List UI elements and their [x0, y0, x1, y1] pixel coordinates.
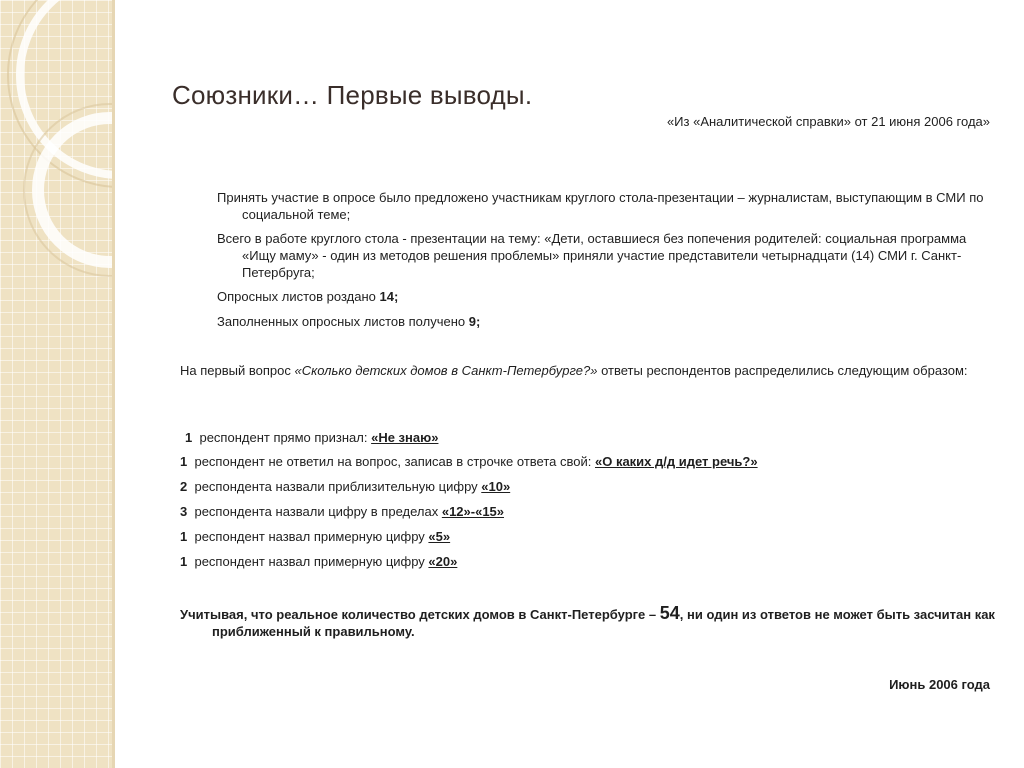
answer-value: «10» — [481, 479, 511, 494]
answer-text: респондента назвали приблизительную цифру — [194, 479, 482, 494]
question-prefix: На первый вопрос — [180, 363, 295, 378]
intro-text: Всего в работе круглого стола - презентации на тему: «Дети, оставшиеся без попечения родителей: социальная программа «Ищу маму» - один из методов решения проблемы» приняли участие представители четырнадцати (14) СМИ г. Санкт-Петербруга; — [217, 231, 967, 280]
answer-text: респондент назвал примерную цифру — [194, 529, 429, 544]
answer-text: респондент назвал примерную цифру — [194, 554, 429, 569]
answer-text: респондент прямо признал: — [199, 430, 372, 445]
answer-count: 1 — [180, 454, 188, 469]
conclusion-number: 54 — [659, 603, 680, 623]
answer-value: «О каких д/д идет речь?» — [594, 454, 758, 469]
panel-divider — [112, 0, 115, 768]
intro-item-4 — [217, 313, 480, 330]
intro-item-1 — [217, 189, 1017, 223]
intro-value: 9; — [468, 314, 481, 329]
question-paragraph — [180, 362, 1012, 379]
conclusion-suffix: , ни один из ответов не может быть засчитан как приближенный к правильному. — [212, 607, 995, 639]
answer-row — [180, 528, 450, 545]
answer-row — [180, 503, 504, 520]
answer-value: «20» — [428, 554, 458, 569]
answer-row — [185, 429, 438, 446]
answer-row — [180, 478, 510, 495]
answer-count: 2 — [180, 479, 188, 494]
answer-value: «Не знаю» — [371, 430, 439, 445]
answer-text: респондента назвали цифру в пределах — [194, 504, 442, 519]
answer-value: «12»-«15» — [441, 504, 505, 519]
decorative-side-panel — [0, 0, 112, 768]
answer-count: 3 — [180, 504, 188, 519]
answer-count: 1 — [180, 554, 188, 569]
answer-row — [180, 553, 457, 570]
answer-count: 1 — [180, 529, 188, 544]
intro-item-3 — [217, 288, 398, 305]
conclusion-prefix: Учитывая, что реальное количество детских домов в Санкт-Петербурге – — [180, 607, 660, 622]
intro-item-2 — [217, 230, 1002, 281]
slide-title: Союзники… Первые выводы. — [172, 80, 533, 110]
answer-value: «5» — [428, 529, 451, 544]
answer-text: респондент не ответил на вопрос, записав в строчке ответа свой: — [194, 454, 595, 469]
source-reference: «Из «Аналитической справки» от 21 июня 2006 года» — [666, 114, 990, 129]
conclusion-paragraph — [180, 605, 1024, 640]
decorative-rings — [0, 0, 112, 768]
answer-count: 1 — [185, 430, 193, 445]
intro-text: Заполненных опросных листов получено — [217, 314, 469, 329]
intro-text: Опросных листов роздано — [217, 289, 380, 304]
ring-small — [38, 118, 112, 262]
question-suffix: ответы респондентов распределились следующим образом: — [597, 363, 968, 378]
document-date: Июнь 2006 года — [889, 677, 990, 692]
answer-row — [180, 453, 758, 470]
intro-text: Принять участие в опросе было предложено участникам круглого стола-презентации – журналистам, выступающим в СМИ по социальной теме; — [217, 190, 984, 222]
question-text: «Сколько детских домов в Санкт-Петербурге?» — [294, 363, 598, 378]
intro-value: 14; — [379, 289, 399, 304]
